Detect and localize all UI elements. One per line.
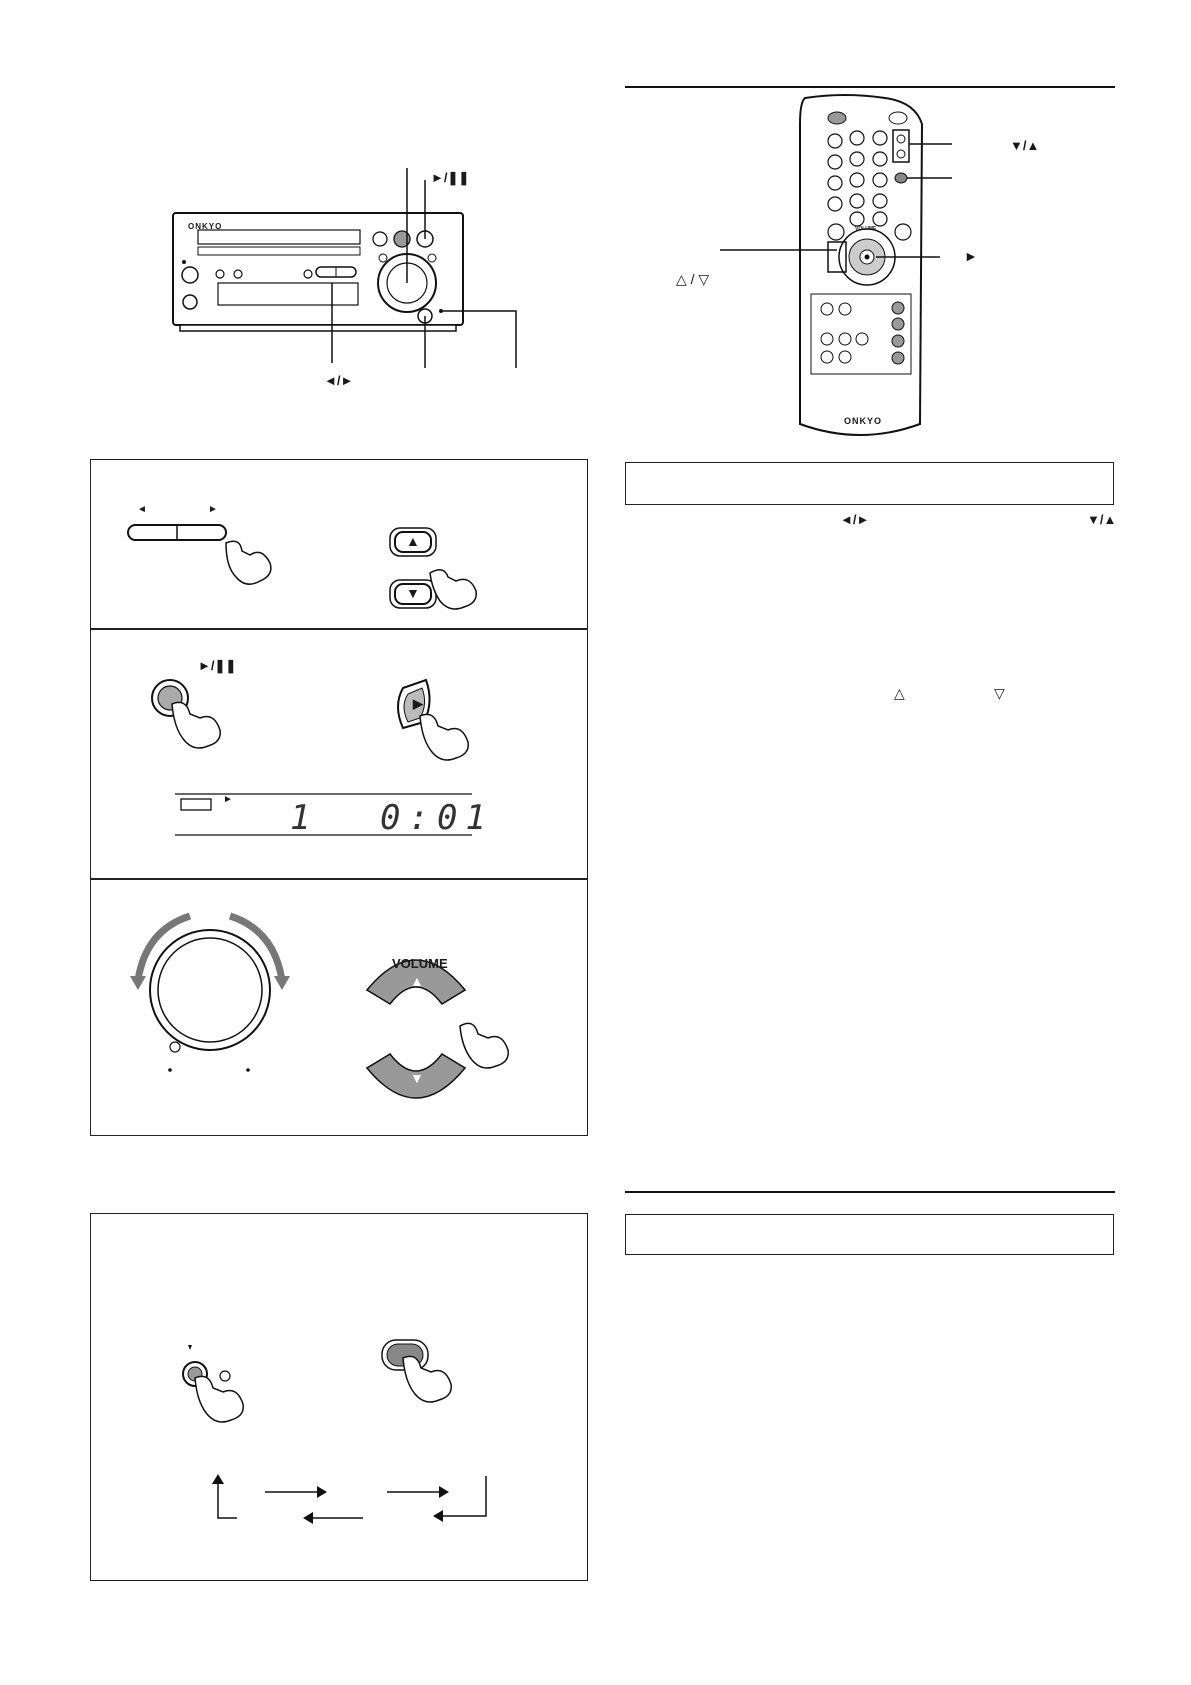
panel-2 <box>90 628 588 878</box>
display-track: 1 <box>290 798 311 838</box>
display-time: 0:01 <box>380 798 494 838</box>
info-skip-symbol: ◄/► <box>840 512 870 527</box>
skip-back-arrow: ◄ <box>137 504 147 515</box>
unit-brand: ONKYO <box>188 222 223 231</box>
panel-4 <box>90 1213 588 1581</box>
play-pause-label: ►/❚❚ <box>431 170 470 185</box>
play-triangle-icon: ▶ <box>413 696 423 711</box>
skip-label: ◄/► <box>324 373 354 388</box>
remote-illustration <box>676 94 1110 454</box>
volume-up-icon: ▲ <box>410 973 424 989</box>
volume-down-icon: ▼ <box>410 1070 424 1086</box>
unit-illustration <box>170 150 560 388</box>
volume-label: VOLUME <box>392 956 448 971</box>
display-play-icon: ► <box>223 794 233 805</box>
down-arrow-icon: ▼ <box>406 585 420 601</box>
info-header-box-2 <box>625 1214 1114 1255</box>
remote-up-down-label: △ / ▽ <box>676 271 710 287</box>
remote-down-up-label: ▼/▲ <box>1010 138 1040 153</box>
panel-1 <box>90 459 588 628</box>
info-header-box-1 <box>625 462 1114 505</box>
bottom-rule <box>625 1191 1115 1193</box>
remote-volume-label: VOLUME <box>855 226 877 232</box>
skip-forward-arrow: ► <box>208 504 218 515</box>
info-remote-symbol: ▼/▲ <box>1087 512 1117 527</box>
panel-3 <box>90 878 588 1136</box>
info-up-symbol: △ <box>894 685 905 701</box>
remote-play-label: ► <box>964 248 978 264</box>
up-arrow-icon: ▲ <box>406 533 420 549</box>
remote-brand: ONKYO <box>844 416 883 426</box>
top-rule <box>625 86 1115 88</box>
panel2-play-pause-label: ►/❚❚ <box>198 658 237 673</box>
info-down-symbol: ▽ <box>994 685 1005 701</box>
